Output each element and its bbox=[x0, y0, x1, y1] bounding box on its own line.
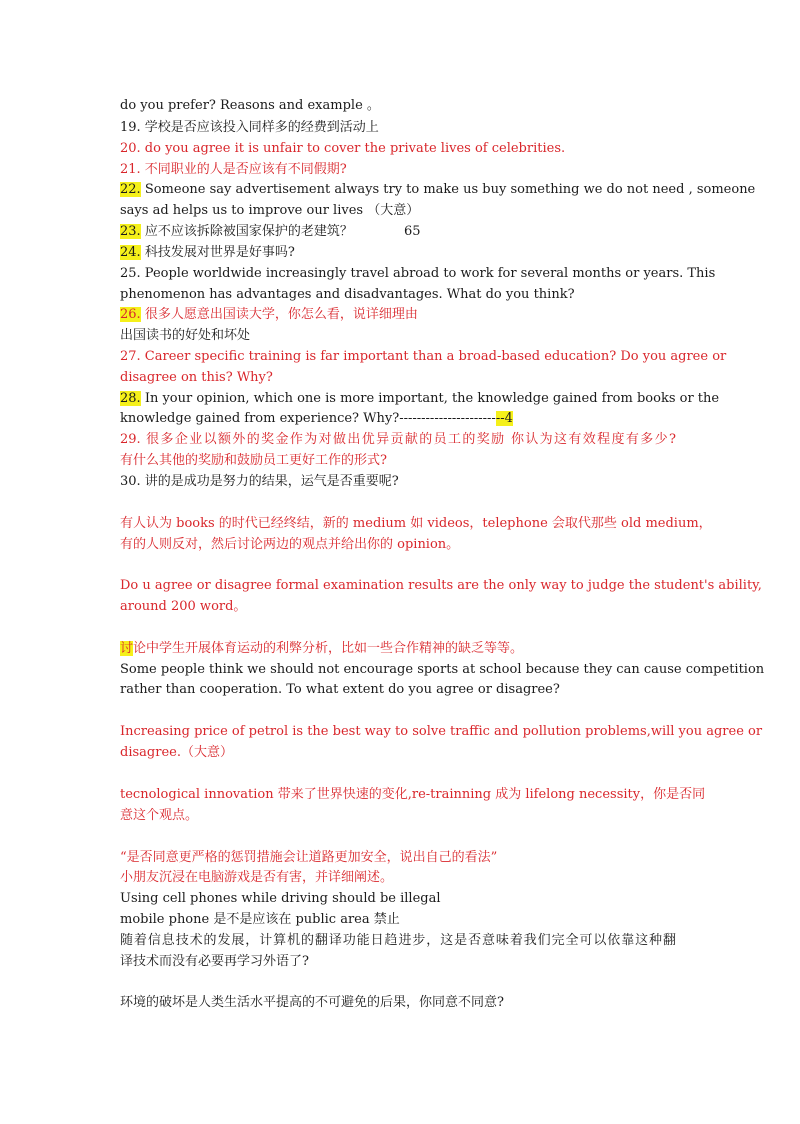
highlight-number: 24. bbox=[120, 245, 141, 260]
highlight-char: 讨 bbox=[120, 641, 134, 656]
topic-26-note: 出国读书的好处和坏处 bbox=[120, 328, 251, 343]
topic-28-cont: knowledge gained from experience? Why?------------------------4 bbox=[120, 411, 513, 426]
topic-21: 21. 不同职业的人是否应该有不同假期? bbox=[120, 162, 347, 177]
highlight-number: 28. bbox=[120, 391, 141, 406]
topic-exam-cont: around 200 word。 bbox=[120, 599, 247, 614]
topic-petrol-cont: disagree.（大意） bbox=[120, 745, 233, 760]
topic-innovation-cont: 意这个观点。 bbox=[120, 808, 199, 823]
topic-22: 22. Someone say advertisement always try to make us buy something we do not need , someone bbox=[120, 182, 756, 197]
topic-petrol: Increasing price of petrol is the best way to solve traffic and pollution problems,will you agree or bbox=[120, 724, 763, 739]
topic-sports-en-cont: rather than cooperation. To what extent do you agree or disagree? bbox=[120, 682, 560, 697]
topic-23: 23. 应不应该拆除被国家保护的老建筑？ bbox=[120, 224, 353, 239]
topic-translation-cont: 译技术而没有必要再学习外语了? bbox=[120, 954, 309, 969]
topic-books: 有人认为 books 的时代已经终结，新的 medium 如 videos，telephone 会取代那些 old medium， bbox=[120, 516, 712, 531]
highlight-number: 23. bbox=[120, 224, 141, 239]
topic-27: 27. Career specific training is far important than a broad-based education? Do you agree or bbox=[120, 349, 727, 364]
topic-26: 26. 很多人愿意出国读大学，你怎么看，说详细理由 bbox=[120, 307, 418, 322]
topic-24: 24. 科技发展对世界是好事吗? bbox=[120, 245, 295, 260]
topic-19: 19. 学校是否应该投入同样多的经费到活动上 bbox=[120, 120, 379, 135]
topic-environment: 环境的破坏是人类生活水平提高的不可避免的后果，你同意不同意? bbox=[120, 995, 504, 1010]
topic-innovation: tecnological innovation 带来了世界快速的变化,re-trainning 成为 lifelong necessity，你是否同 bbox=[120, 787, 706, 802]
topic-exam: Do u agree or disagree formal examination results are the only way to judge the student's ability, bbox=[120, 578, 762, 593]
topic-books-cont: 有的人则反对，然后讨论两边的观点并给出你的 opinion。 bbox=[120, 537, 460, 552]
topic-28: 28. In your opinion, which one is more important, the knowledge gained from books or the bbox=[120, 391, 720, 406]
highlight-number: 26. bbox=[120, 307, 141, 322]
topic-27-cont: disagree on this? Why? bbox=[120, 370, 273, 385]
topic-25-cont: phenomenon has advantages and disadvantages. What do you think? bbox=[120, 287, 575, 302]
topic-phones-driving: Using cell phones while driving should be illegal bbox=[120, 891, 441, 906]
topic-22-cont: says ad helps us to improve our lives （大意） bbox=[120, 203, 420, 218]
topic-penalty: “是否同意更严格的惩罚措施会让道路更加安全，说出自己的看法” bbox=[120, 850, 498, 865]
topic-25: 25. People worldwide increasingly travel abroad to work for several months or years. This bbox=[120, 266, 716, 281]
topic-games: 小朋友沉浸在电脑游戏是否有害，并详细阐述。 bbox=[120, 870, 394, 885]
highlight-mark: --4 bbox=[495, 411, 513, 426]
topic-20: 20. do you agree it is unfair to cover the private lives of celebrities. bbox=[120, 141, 566, 156]
topic-sports-cn: 讨论中学生开展体育运动的利弊分析，比如一些合作精神的缺乏等等。 bbox=[120, 641, 524, 656]
page-number: 65 bbox=[404, 224, 421, 239]
topic-sports-en: Some people think we should not encourage sports at school because they can cause competition bbox=[120, 662, 765, 677]
topic-29: 29. 很多企业以额外的奖金作为对做出优异贡献的员工的奖励 你认为这有效程度有多少? bbox=[120, 432, 676, 447]
topic-phones-public: mobile phone 是不是应该在 public area 禁止 bbox=[120, 912, 400, 927]
highlight-number: 22. bbox=[120, 182, 141, 197]
prev-topic-tail: do you prefer? Reasons and example 。 bbox=[120, 98, 380, 113]
topic-translation: 随着信息技术的发展，计算机的翻译功能日趋进步，这是否意味着我们完全可以依靠这种翻 bbox=[120, 933, 676, 948]
topic-30: 30. 讲的是成功是努力的结果，运气是否重要呢? bbox=[120, 474, 399, 489]
topic-29-cont: 有什么其他的奖励和鼓励员工更好工作的形式? bbox=[120, 453, 387, 468]
